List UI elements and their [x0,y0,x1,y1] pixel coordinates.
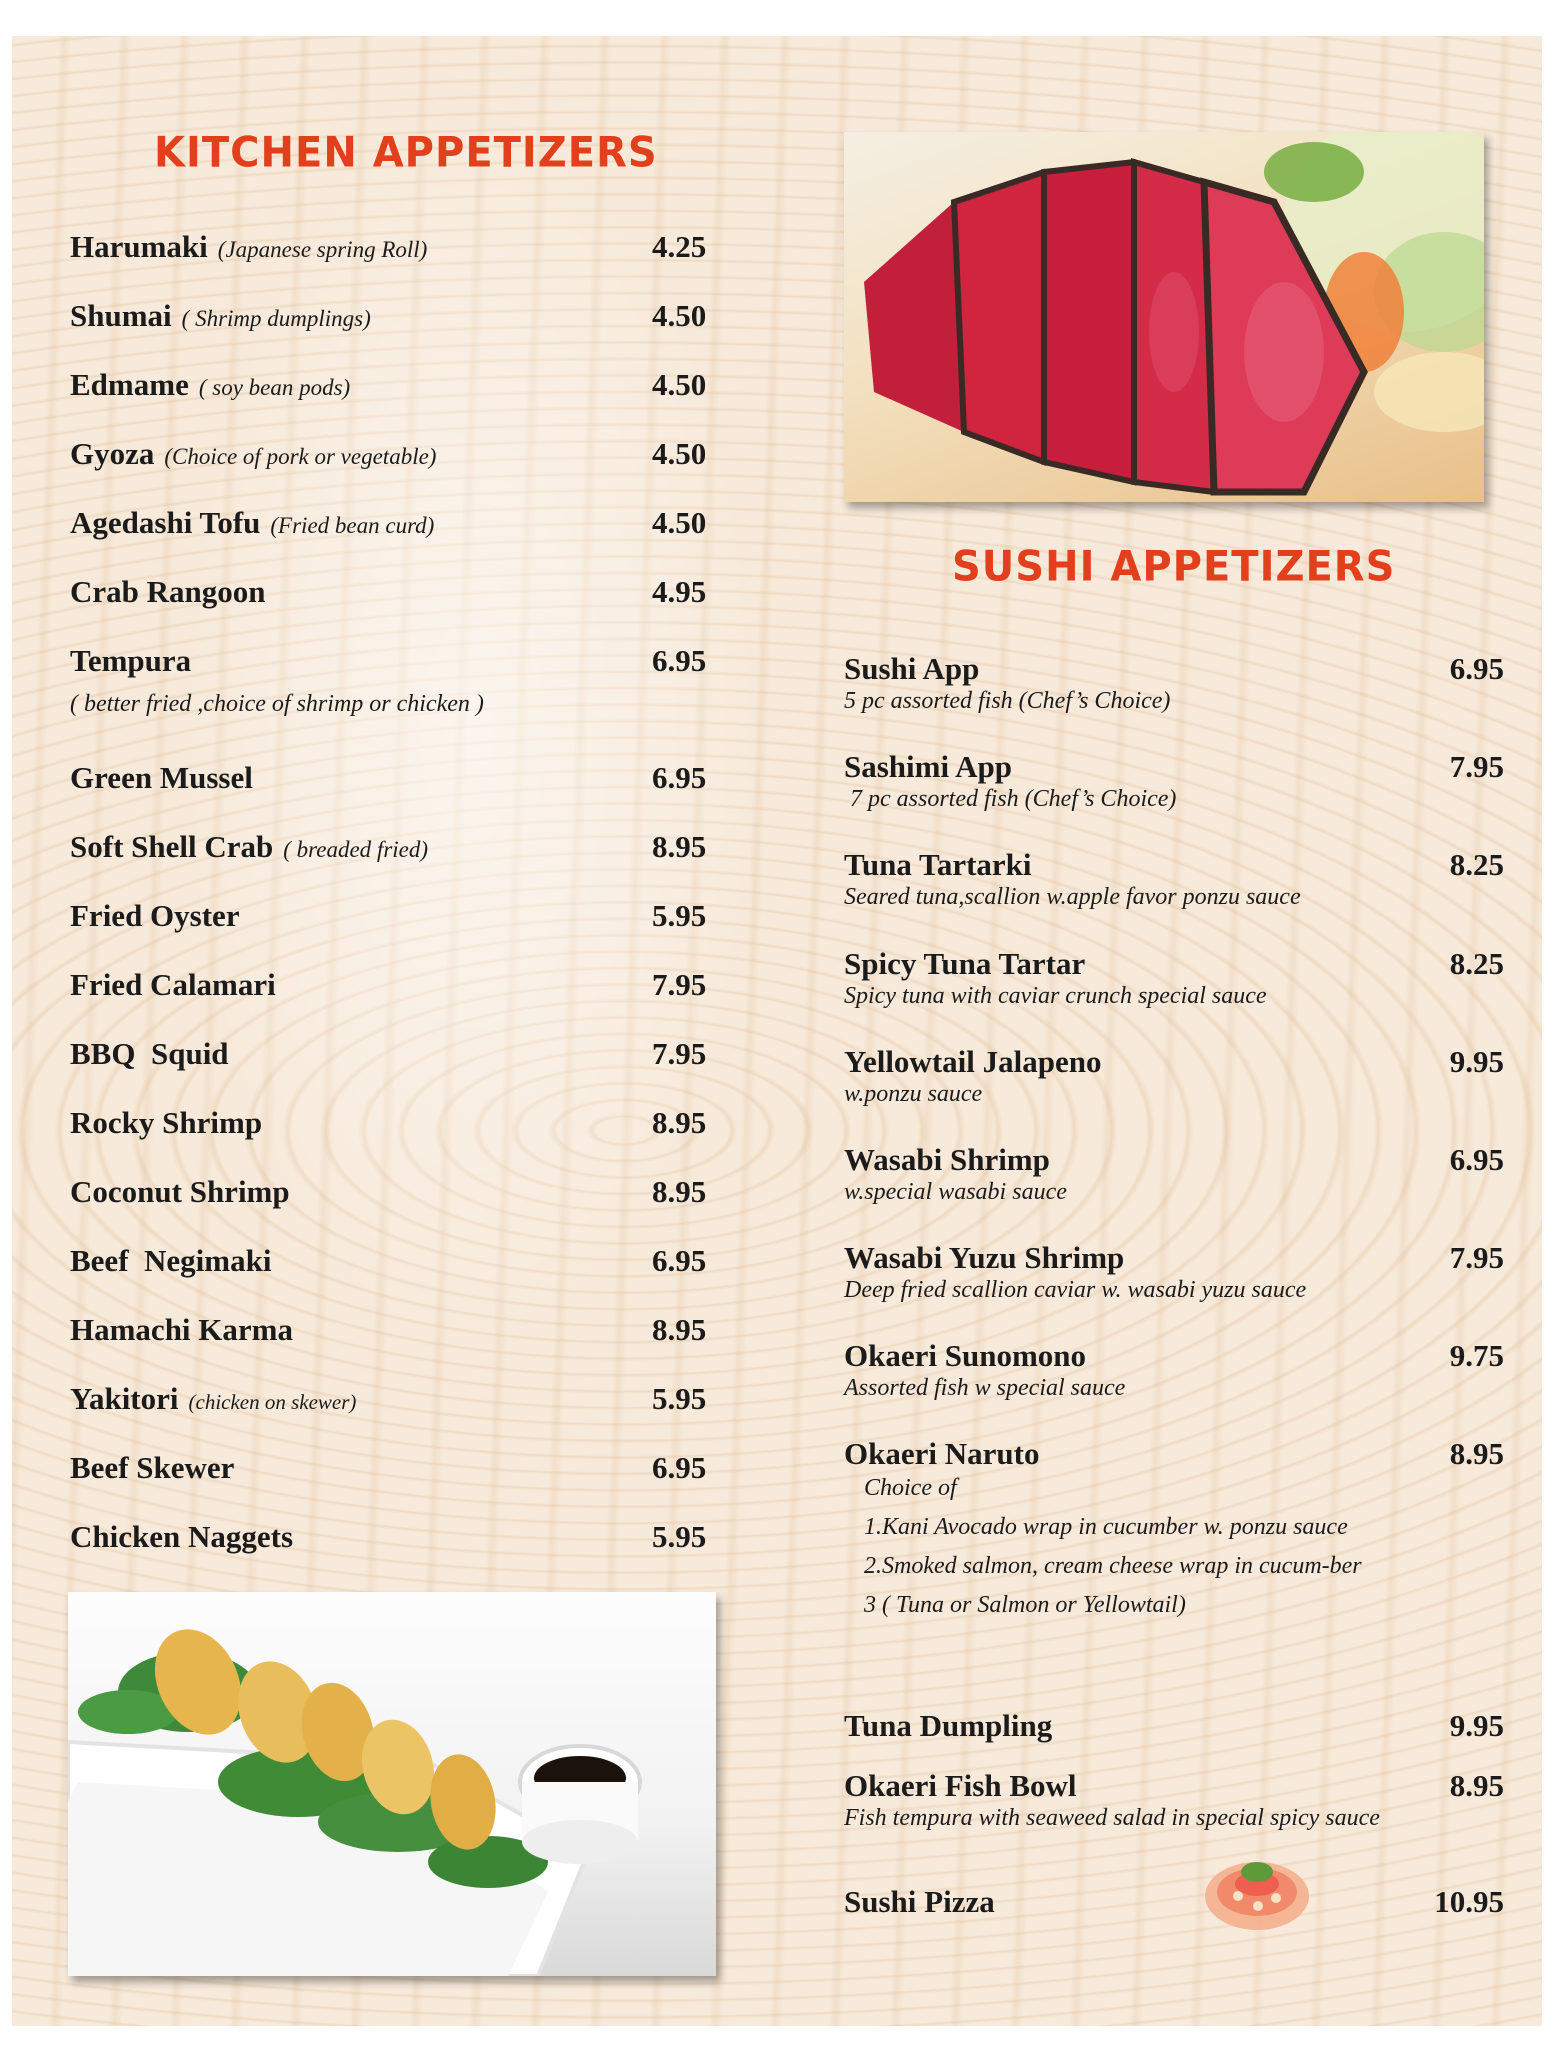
item-note: (Choice of pork or vegetable) [164,444,437,469]
item-description: 7 pc assorted fish (Chef’s Choice) [844,786,1177,812]
item-price: 5.95 [652,1381,707,1416]
menu-item [70,1450,720,1519]
item-price: 8.95 [652,1105,707,1140]
menu-item [844,1883,1504,1933]
item-name: Tuna Tartarki [844,847,1032,882]
menu-item [844,1337,1504,1435]
item-name: Fried Oyster [70,898,240,933]
item-name: Chicken Naggets [70,1519,294,1554]
menu-item [844,1141,1504,1239]
menu-item [70,574,720,643]
item-name: Gyoza [70,436,155,471]
item-price: 8.95 [652,1174,707,1209]
item-name: Green Mussel [70,760,253,795]
item-name: Shumai [70,298,172,333]
menu-item [70,1381,720,1450]
item-name: Okaeri Naruto [844,1436,1040,1471]
item-name: Tempura [70,643,192,678]
item-price: 9.75 [1449,1338,1504,1373]
item-name: Sashimi App [844,749,1013,784]
item-note: (chicken on skewer) [188,1390,357,1414]
menu-item [70,643,720,760]
menu-item [70,505,720,574]
menu-item [70,1243,720,1312]
menu-item [70,967,720,1036]
item-price: 4.50 [652,505,707,540]
menu-item [844,846,1504,945]
item-note: ( soy bean pods) [198,375,351,400]
menu-item [70,898,720,967]
menu-item [844,1707,1504,1767]
item-note: (Fried bean curd) [270,513,435,538]
item-name: Soft Shell Crab [70,829,274,864]
item-note: (Japanese spring Roll) [217,237,428,262]
menu-item [70,436,720,505]
item-note: ( Shrimp dumplings) [181,306,371,331]
gyoza-photo [68,1592,716,1976]
item-name: Spicy Tuna Tartar [844,946,1086,981]
item-name: Yellowtail Jalapeno [844,1044,1102,1079]
item-description: 2.Smoked salmon, cream cheese wrap in cucum-ber [864,1553,1362,1579]
item-price: 4.50 [652,367,707,402]
item-description: Spicy tuna with caviar crunch special sauce [844,983,1267,1009]
kitchen-appetizers-heading: KITCHEN APPETIZERS [154,128,658,178]
sushi-pizza-photo [1202,1844,1312,1936]
item-price: 4.50 [652,298,707,333]
item-description: Choice of [864,1475,957,1501]
item-price: 5.95 [652,898,707,933]
item-name: Wasabi Yuzu Shrimp [844,1240,1125,1275]
item-price: 7.95 [1449,749,1504,784]
item-name: BBQ Squid [70,1036,229,1071]
item-description: ( better fried ,choice of shrimp or chicken ) [70,691,484,717]
item-price: 8.95 [652,829,707,864]
item-name: Fried Calamari [70,967,276,1002]
item-price: 8.25 [1449,946,1504,981]
item-price: 8.95 [652,1312,707,1347]
item-price: 4.50 [652,436,707,471]
item-description: Fish tempura with seaweed salad in special spicy sauce [844,1805,1380,1831]
kitchen-appetizers-list [70,229,720,1588]
item-description: Deep fried scallion caviar w. wasabi yuzu sauce [844,1277,1307,1303]
menu-item [844,945,1504,1043]
menu-item [844,748,1504,846]
menu-page [12,36,1542,2026]
item-name: Harumaki [70,229,208,264]
menu-item [844,1767,1504,1883]
item-name: Yakitori [70,1381,179,1416]
menu-item [844,1043,1504,1141]
item-description: 5 pc assorted fish (Chef’s Choice) [844,688,1171,714]
item-price: 6.95 [652,643,707,678]
item-name: Agedashi Tofu [70,505,261,540]
item-name: Crab Rangoon [70,574,266,609]
item-price: 9.95 [1449,1708,1504,1743]
item-description: w.ponzu sauce [844,1081,983,1107]
menu-item [70,1174,720,1243]
item-price: 7.95 [1449,1240,1504,1275]
item-name: Wasabi Shrimp [844,1142,1050,1177]
menu-item [70,1105,720,1174]
item-price: 4.95 [652,574,707,609]
item-name: Rocky Shrimp [70,1105,263,1140]
item-name: Sushi App [844,651,980,686]
menu-item [70,829,720,898]
item-name: Tuna Dumpling [844,1708,1053,1743]
item-price: 6.95 [652,760,707,795]
item-price: 6.95 [1449,651,1504,686]
item-note: ( breaded fried) [283,837,429,862]
item-description: Assorted fish w special sauce [844,1375,1126,1401]
item-price: 8.95 [1449,1436,1504,1471]
item-price: 10.95 [1434,1884,1504,1919]
item-name: Okaeri Fish Bowl [844,1768,1077,1803]
item-description: 3 ( Tuna or Salmon or Yellowtail) [864,1592,1186,1618]
item-name: Okaeri Sunomono [844,1338,1087,1373]
item-price: 6.95 [652,1450,707,1485]
item-name: Beef Negimaki [70,1243,272,1278]
item-price: 5.95 [652,1519,707,1554]
item-price: 6.95 [652,1243,707,1278]
menu-item [70,1519,720,1588]
item-price: 9.95 [1449,1044,1504,1079]
item-price: 4.25 [652,229,707,264]
item-price: 7.95 [652,967,707,1002]
item-name: Sushi Pizza [844,1884,995,1919]
menu-item [70,760,720,829]
item-price: 6.95 [1449,1142,1504,1177]
item-description: 1.Kani Avocado wrap in cucumber w. ponzu sauce [864,1514,1348,1540]
menu-item [844,1239,1504,1337]
item-description: w.special wasabi sauce [844,1179,1067,1205]
menu-item [70,1312,720,1381]
sushi-appetizers-heading: SUSHI APPETIZERS [952,542,1396,592]
item-price: 7.95 [652,1036,707,1071]
sushi-appetizers-list [844,650,1504,1933]
item-name: Hamachi Karma [70,1312,293,1347]
seared-tuna-photo [844,132,1484,502]
menu-item [70,1036,720,1105]
menu-item [70,298,720,367]
menu-item [844,650,1504,748]
item-name: Edmame [70,367,189,402]
item-name: Coconut Shrimp [70,1174,290,1209]
item-price: 8.25 [1449,847,1504,882]
menu-item [70,229,720,298]
item-name: Beef Skewer [70,1450,235,1485]
menu-item [70,367,720,436]
item-price: 8.95 [1449,1768,1504,1803]
menu-item [844,1435,1504,1707]
item-description: Seared tuna,scallion w.apple favor ponzu sauce [844,884,1301,910]
